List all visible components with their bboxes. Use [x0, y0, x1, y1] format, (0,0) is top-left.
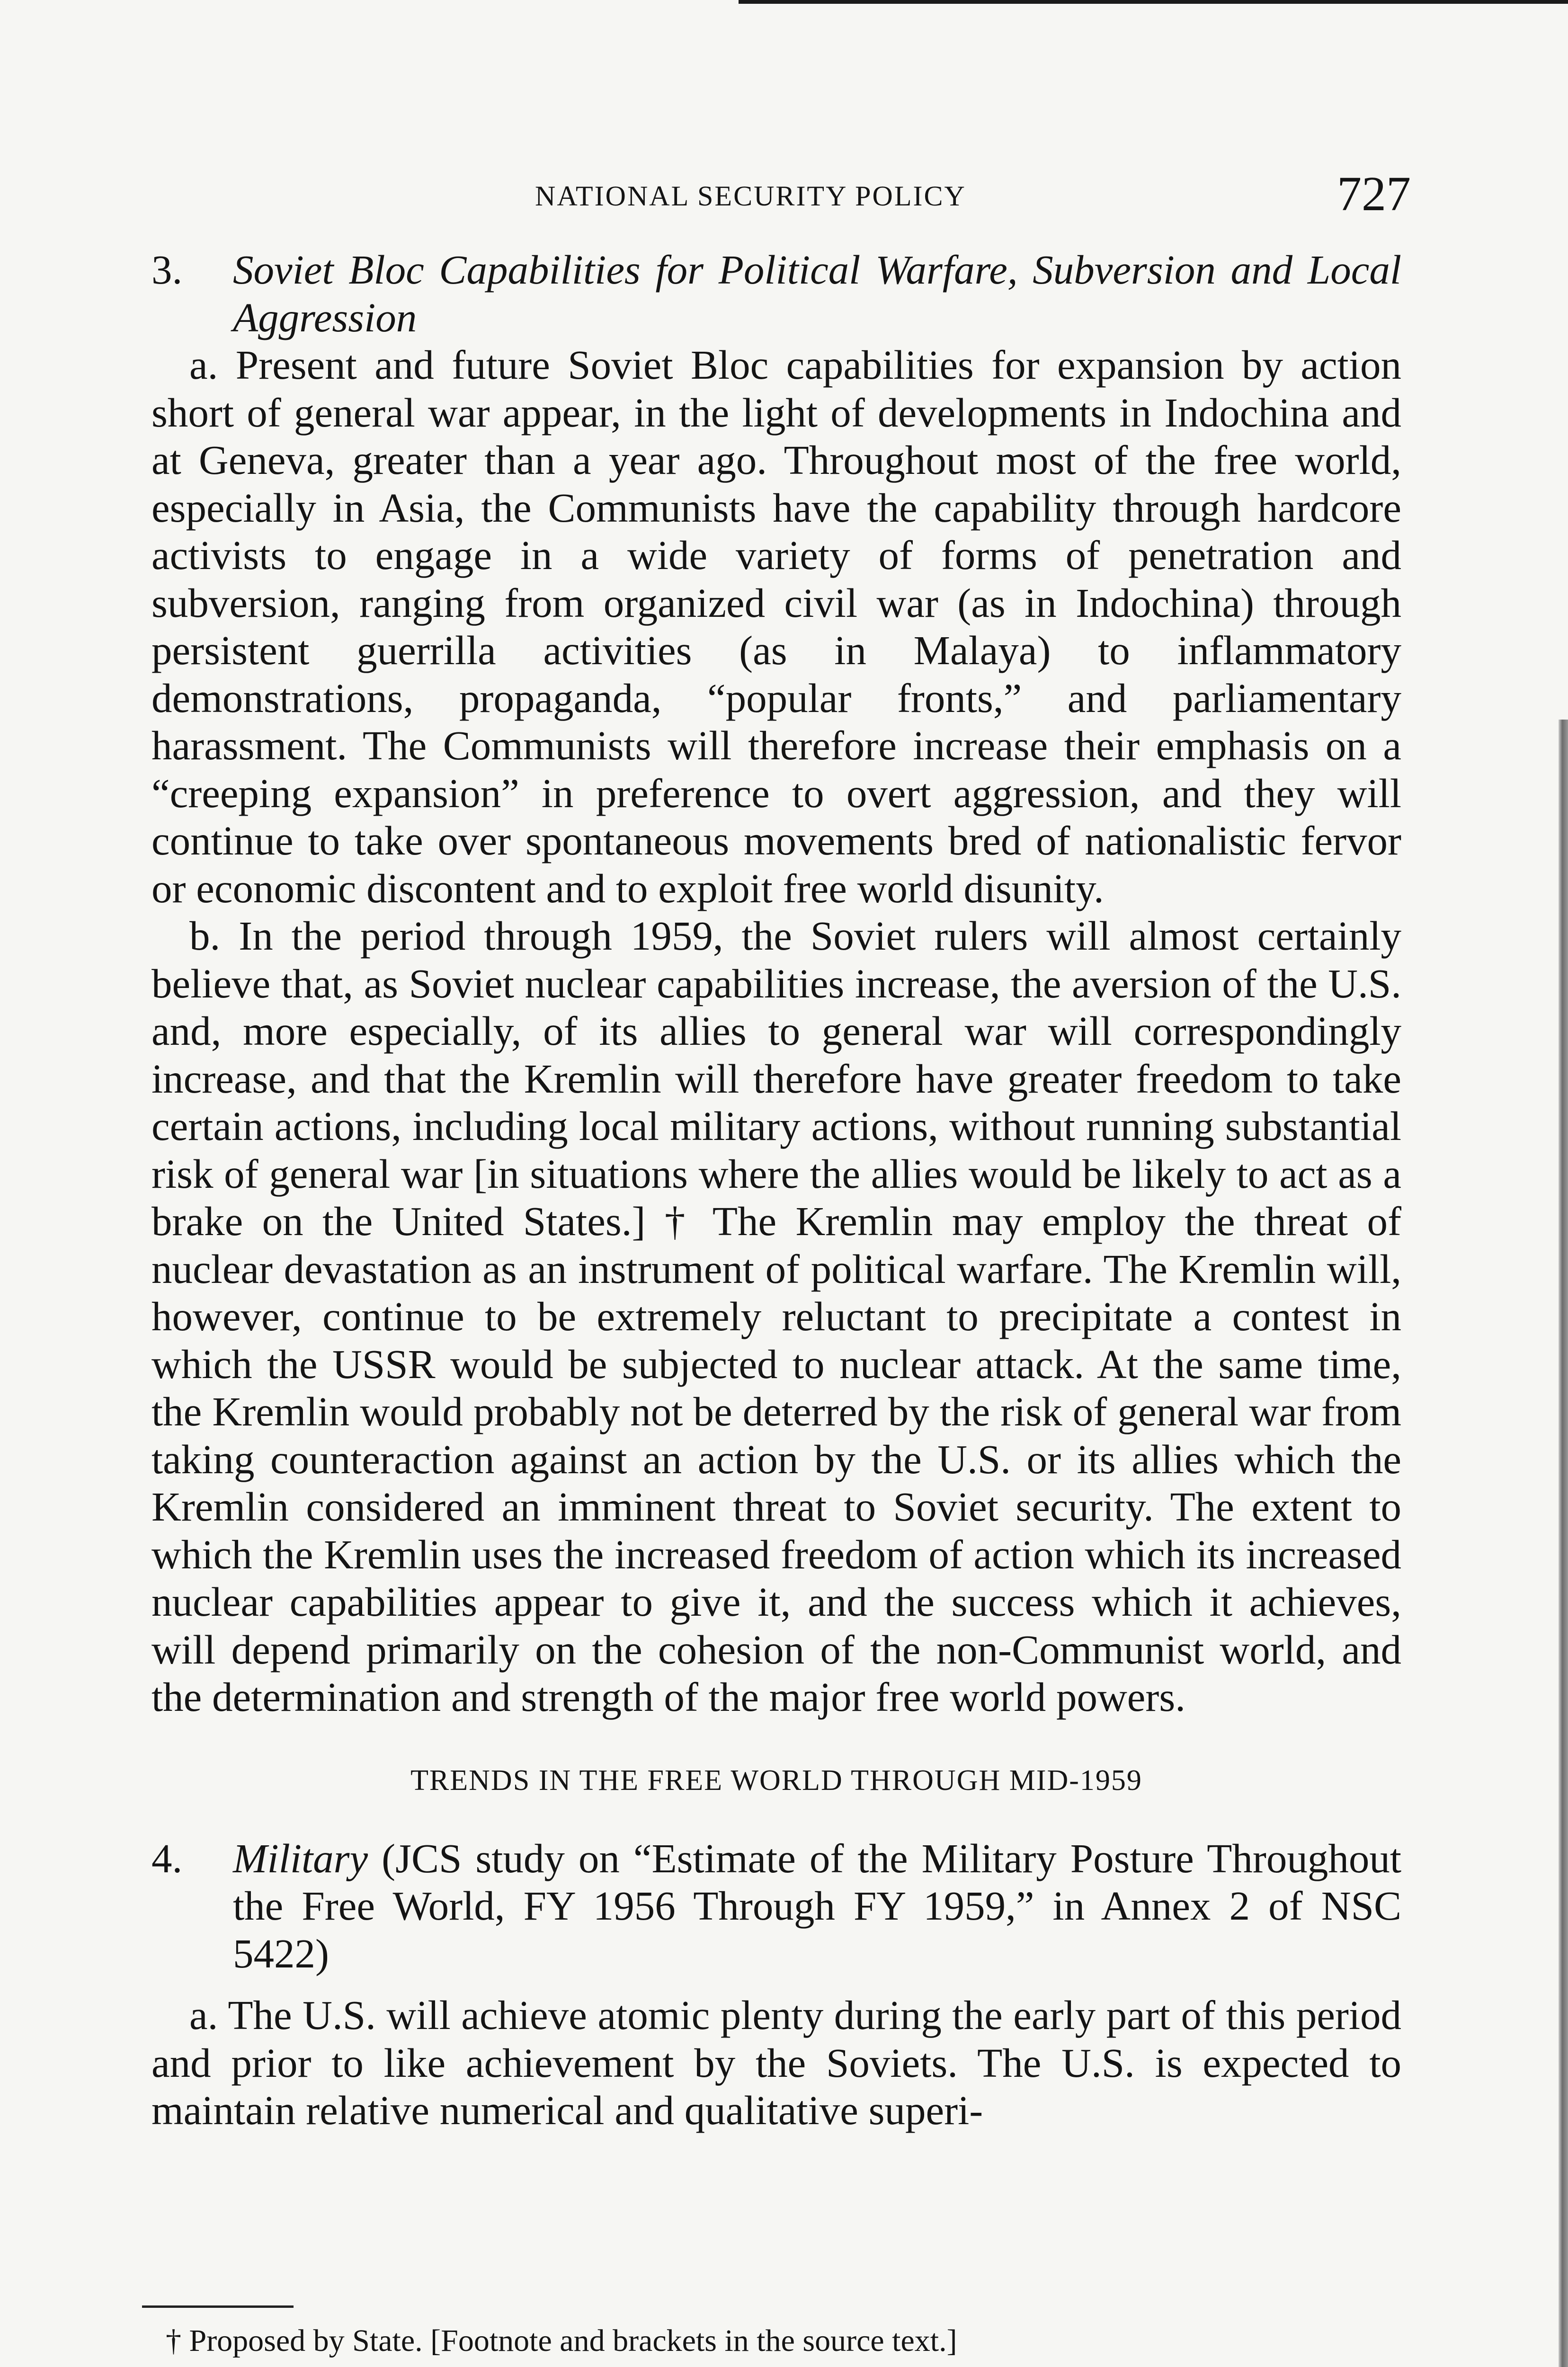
- section-3-heading: [151, 246, 1401, 341]
- section-3-title: Soviet Bloc Capabilities for Political Warfare, Subversion and Local Aggression: [233, 247, 1401, 340]
- page-edge-shadow: [1559, 720, 1568, 2367]
- section-3-number: 3.: [151, 247, 183, 293]
- section-heading-trends: TRENDS IN THE FREE WORLD THROUGH MID-1959: [410, 1764, 1142, 1797]
- top-edge-rule: [739, 0, 1568, 4]
- running-head: NATIONAL SECURITY POLICY: [535, 180, 966, 212]
- footnote: † Proposed by State. [Footnote and brackets in the source text.]: [166, 2323, 957, 2358]
- section-4-title-rest: (JCS study on “Estimate of the Military Posture Throughout the Free World, FY 1956 Through FY 1959,” in Annex 2 of NSC 5422): [233, 1835, 1401, 1976]
- section-3-paragraph-a: a. Present and future Soviet Bloc capabilities for expansion by action short of general war appear, in the light of developments in Indochina and at Geneva, greater than a year ago. Throughout most of the free world, especially in Asia, the Communists have the capability through hardcore activists to engage in a wide variety of forms of penetration and subversion, ranging from organized civil war (as in Indochina) through persistent guerrilla activities (as in Malaya) to inflammatory demonstrations, propaganda, “popular fronts,” and parliamentary harassment. The Communists will therefore increase their emphasis on a “creeping expansion” in preference to overt aggression, and they will continue to take over spontaneous movements bred of nationalistic fervor or economic discontent and to exploit free world disunity.: [151, 342, 1401, 911]
- page-number: 727: [1337, 167, 1411, 221]
- section-3-paragraph-b: b. In the period through 1959, the Soviet rulers will almost certainly believe that, as Soviet nuclear capabilities increase, the aversion of the U.S. and, more especially, of its allies to general war will correspondingly increase, and that the Kremlin will therefore have greater freedom to take certain actions, including local military actions, without running substantial risk of general war [in situations where the allies would be likely to act as a brake on the United States.] † The Kremlin may employ the threat of nuclear devastation as an instrument of political warfare. The Kremlin will, however, continue to be extremely reluctant to precipitate a contest in which the USSR would be subjected to nuclear attack. At the same time, the Kremlin would probably not be deterred by the risk of general war from taking counteraction against an action by the U.S. or its allies which the Kremlin considered an imminent threat to Soviet security. The extent to which the Kremlin uses the increased freedom of action which its increased nuclear capabilities appear to give it, and the success which it achieves, will depend primarily on the cohesion of the non-Communist world, and the determination and strength of the major free world powers.: [151, 913, 1401, 1720]
- footnote-rule: [142, 2305, 294, 2308]
- page-body: [151, 246, 1401, 2135]
- section-4-paragraph-a: a. The U.S. will achieve atomic plenty during the early part of this period and prior to like achievement by the Soviets. The U.S. is expected to maintain relative numerical and qualitative superi-: [151, 1992, 1401, 2133]
- page-header: [142, 167, 1411, 237]
- section-4-number: 4.: [151, 1835, 183, 1881]
- section-4-title: Military: [233, 1835, 368, 1881]
- section-4-heading: [151, 1835, 1401, 1978]
